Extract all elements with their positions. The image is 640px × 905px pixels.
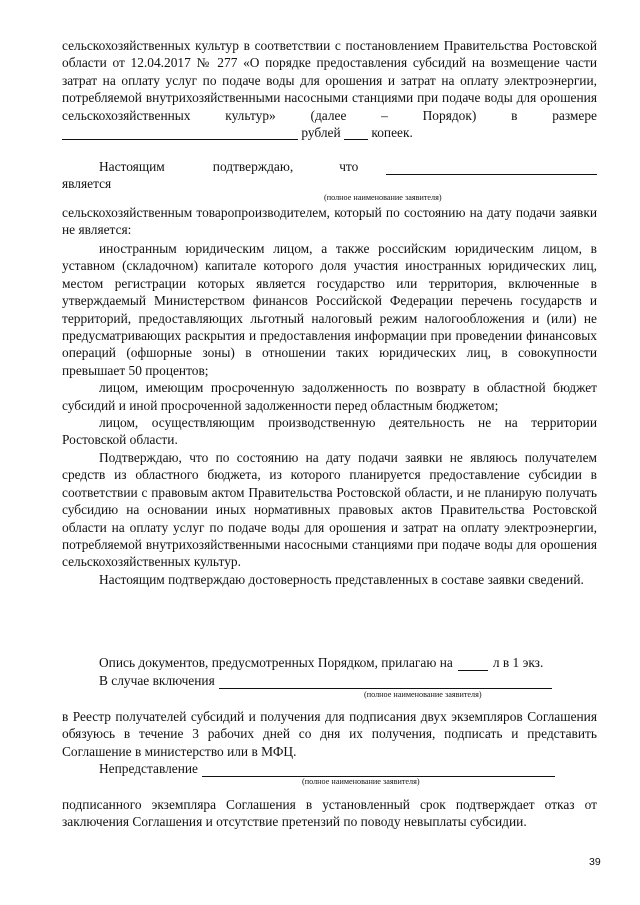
intro-text: сельскохозяйственных культур в соответствии с постановлением Правительства Ростовской области от 12.04.2017 № 277 «О порядке предоставления субсидий на возмещение части затрат на оплату услуг по подаче воды для орошения и затрат на оплату электроэнергии, потребляемой внутрихозяйственными насосными станциями при подаче воды для орошения сельскохозяйственных культур» (далее – Порядок) в размере [62, 38, 597, 123]
applicant-name-field[interactable] [386, 161, 597, 175]
inclusion-name-field[interactable] [219, 675, 552, 689]
inclusion-lead: В случае включения [99, 673, 215, 688]
amount-rub-field[interactable] [62, 126, 298, 140]
nonsubmission-caption: (полное наименование заявителя) [302, 777, 420, 786]
kop-label: копеек. [371, 125, 413, 141]
amount-kop-field[interactable] [344, 126, 368, 140]
is-label: является [62, 176, 112, 192]
nonsubmission-name-field[interactable] [202, 763, 555, 777]
confirm-word-2: подтверждаю, [212, 159, 294, 174]
confirm-no-other-subsidy: Подтверждаю, что по состоянию на дату подачи заявки не являюсь получателем средств из областного бюджета, из которого планируется предоставление субсидии в соответствии с правовым актом Правительства Ростовской области, и не планирую получать субсидию на основании иных нормативных правовых актов Правительства Ростовской области на оплату услуг по подаче воды для орошения и затрат на оплату электроэнергии, потребляемой внутрихозяйственными насосными станциями при подаче воды для орошения сельскохозяйственных культур. [62, 449, 597, 570]
nonsubmission-continuation: подписанного экземпляра Соглашения в установленный срок подтверждает отказ от заключения Соглашения и отсутствие претензий по поводу невыплаты субсидии. [62, 797, 597, 830]
inclusion-line [62, 672, 597, 689]
inventory-unit: л в 1 экз. [492, 655, 544, 670]
nonsubmission-lead: Непредставление [99, 761, 199, 776]
confirm-continuation: сельскохозяйственным товаропроизводителем, который по состоянию на дату подачи заявки не является: [62, 205, 597, 238]
reliability-statement: Настоящим подтверждаю достоверность представленных в составе заявки сведений. [99, 571, 584, 587]
confirm-line [62, 158, 597, 193]
sheet-count-field[interactable] [458, 657, 488, 671]
rub-label: рублей [301, 125, 341, 141]
confirm-word-3: что [339, 159, 359, 174]
nonsubmission-line [62, 760, 597, 777]
item-list [62, 240, 597, 588]
confirm-word-1: Настоящим [99, 159, 165, 174]
inclusion-caption: (полное наименование заявителя) [364, 690, 482, 699]
inventory-line [62, 654, 597, 671]
inventory-text: Опись документов, предусмотренных Порядком, прилагаю на [99, 655, 453, 670]
list-item: лицом, имеющим просроченную задолженность по возврату в областной бюджет субсидий и иной просроченной задолженности перед областным бюджетом; [62, 380, 597, 413]
inclusion-continuation: в Реестр получателей субсидий и получения для подписания двух экземпляров Соглашения обязуюсь в течение 3 рабочих дней со дня их получения, подписать и представить Соглашение в министерство или в МФЦ. [62, 709, 597, 759]
page-number: 39 [589, 856, 601, 868]
intro-paragraph [62, 37, 597, 141]
list-item: лицом, осуществляющим производственную деятельность не на территории Ростовской области. [62, 415, 597, 448]
applicant-name-caption: (полное наименование заявителя) [324, 193, 442, 202]
list-item: иностранным юридическим лицом, а также российским юридическим лицом, в уставном (складочном) капитале которого доля участия иностранных юридических лиц, местом регистрации которых является государство или территория, включенные в утверждаемый Министерством финансов Российской Федерации перечень государств и территорий, предоставляющих льготный налоговый режим налогообложения и (или) не предусматривающих раскрытия и предоставления информации при проведении финансовых операций (офшорные зоны) в отношении таких юридических лиц, в совокупности превышает 50 процентов; [62, 241, 597, 378]
